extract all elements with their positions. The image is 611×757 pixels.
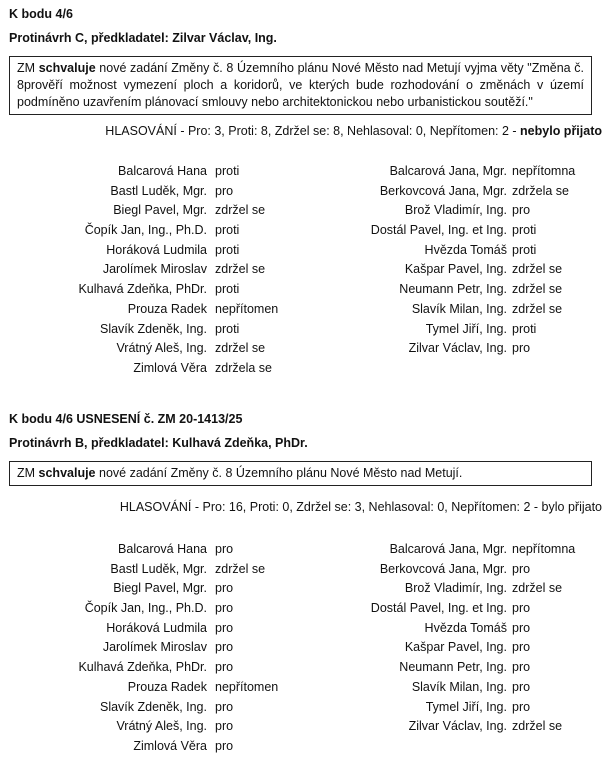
vote-list-left <box>0 540 300 757</box>
vote-row <box>330 182 611 202</box>
proposal-subheading: Protinávrh B, předkladatel: Kulhavá Zdeňka, PhDr. <box>9 436 308 450</box>
voting-summary-text: HLASOVÁNÍ - Pro: 3, Proti: 8, Zdržel se: 8, Nehlasoval: 0, Nepřítomen: 2 - <box>105 124 521 138</box>
member-vote: pro <box>215 699 234 714</box>
member-vote: pro <box>512 601 531 616</box>
vote-row <box>0 540 300 560</box>
member-vote: proti <box>215 321 240 336</box>
vote-row <box>0 201 300 221</box>
resolution-text: nové zadání Změny č. 8 Územního plánu Nové Město nad Metují vyjma věty "Změna č. 8prověří možnost vymezení ploch a koridorů, ve kterých bude rozhodování o změnách v území podmíněno uzavřením plánovací smlouvy nebo architektonickou nebo urbanistickou soutěží." <box>17 61 584 109</box>
member-name: Neumann Petr, Ing. <box>399 660 507 675</box>
member-name: Kašpar Pavel, Ing. <box>404 640 507 655</box>
member-vote: proti <box>512 321 537 336</box>
member-vote: zdržel se <box>512 262 563 277</box>
resolution-verb: schvaluje <box>38 61 96 75</box>
vote-row <box>330 241 611 261</box>
vote-row <box>0 638 300 658</box>
proposal-subheading: Protinávrh C, předkladatel: Zilvar Václav, Ing. <box>9 31 277 45</box>
member-name: Hvězda Tomáš <box>424 242 507 257</box>
member-name: Balcarová Jana, Mgr. <box>389 164 507 178</box>
member-vote: pro <box>512 660 531 675</box>
member-vote: pro <box>512 341 531 356</box>
member-name: Biegl Pavel, Mgr. <box>113 581 207 596</box>
vote-row <box>330 162 611 182</box>
vote-row <box>330 717 611 737</box>
member-name: Kulhavá Zdeňka, PhDr. <box>78 282 207 297</box>
member-name: Neumann Petr, Ing. <box>399 282 507 297</box>
vote-row <box>0 599 300 619</box>
member-name: Dostál Pavel, Ing. et Ing. <box>370 223 507 238</box>
vote-row <box>330 678 611 698</box>
resolution-verb: schvaluje <box>38 466 96 480</box>
member-name: Tymel Jiří, Ing. <box>425 321 507 336</box>
member-vote: zdržel se <box>512 301 563 316</box>
member-vote: proti <box>215 242 240 257</box>
member-name: Brož Vladimír, Ing. <box>404 203 507 218</box>
member-name: Tymel Jiří, Ing. <box>425 699 507 714</box>
vote-list-right <box>330 540 611 737</box>
vote-row <box>330 599 611 619</box>
member-name: Biegl Pavel, Mgr. <box>113 203 207 218</box>
member-vote: nepřítomen <box>215 301 279 316</box>
vote-row <box>0 339 300 359</box>
section-heading: K bodu 4/6 USNESENÍ č. ZM 20-1413/25 <box>9 412 243 426</box>
member-vote: pro <box>215 660 234 675</box>
vote-row <box>330 280 611 300</box>
vote-row <box>330 638 611 658</box>
member-vote: pro <box>215 183 234 198</box>
member-vote: zdržel se <box>215 341 266 356</box>
vote-row <box>0 359 300 379</box>
vote-row <box>0 320 300 340</box>
member-vote: pro <box>512 699 531 714</box>
vote-row <box>0 280 300 300</box>
member-vote: proti <box>215 282 240 297</box>
member-vote: pro <box>215 719 234 734</box>
member-name: Kašpar Pavel, Ing. <box>404 262 507 277</box>
member-name: Slavík Zdeněk, Ing. <box>99 321 207 336</box>
vote-row <box>330 560 611 580</box>
voting-summary-text: HLASOVÁNÍ - Pro: 16, Proti: 0, Zdržel se: 3, Nehlasoval: 0, Nepřítomen: 2 - <box>119 500 542 514</box>
member-name: Slavík Milan, Ing. <box>411 679 507 694</box>
voting-result: nebylo přijato <box>520 124 602 138</box>
member-vote: pro <box>512 620 531 635</box>
vote-row <box>0 162 300 182</box>
member-name: Zilvar Václav, Ing. <box>408 719 507 734</box>
member-name: Brož Vladimír, Ing. <box>404 581 507 596</box>
member-name: Balcarová Hana <box>118 542 207 556</box>
vote-row <box>330 300 611 320</box>
vote-row <box>0 260 300 280</box>
vote-row <box>330 339 611 359</box>
member-vote: pro <box>512 203 531 218</box>
resolution-box <box>9 56 592 115</box>
member-vote: pro <box>215 738 234 753</box>
member-name: Slavík Zdeněk, Ing. <box>99 699 207 714</box>
member-name: Berkovcová Jana, Mgr. <box>379 561 507 576</box>
member-name: Dostál Pavel, Ing. et Ing. <box>370 601 507 616</box>
vote-list-left <box>0 162 300 379</box>
voting-result: bylo přijato <box>541 500 602 514</box>
member-vote: zdržel se <box>215 262 266 277</box>
resolution-prefix: ZM <box>17 61 39 75</box>
member-vote: zdržela se <box>512 183 569 198</box>
member-name: Vrátný Aleš, Ing. <box>116 719 207 734</box>
voting-summary <box>120 500 602 514</box>
member-name: Slavík Milan, Ing. <box>411 301 507 316</box>
resolution-prefix: ZM <box>17 466 39 480</box>
member-name: Balcarová Jana, Mgr. <box>389 542 507 556</box>
vote-row <box>330 201 611 221</box>
member-vote: pro <box>215 601 234 616</box>
member-name: Jarolímek Miroslav <box>102 262 207 277</box>
vote-row <box>0 300 300 320</box>
vote-row <box>330 260 611 280</box>
vote-row <box>0 717 300 737</box>
member-name: Zimlová Věra <box>133 738 207 753</box>
resolution-text: nové zadání Změny č. 8 Územního plánu Nové Město nad Metují. <box>95 466 463 480</box>
member-name: Berkovcová Jana, Mgr. <box>379 183 507 198</box>
vote-row <box>0 182 300 202</box>
vote-row <box>330 619 611 639</box>
vote-row <box>0 560 300 580</box>
vote-row <box>0 737 300 757</box>
member-name: Prouza Radek <box>127 679 207 694</box>
member-vote: zdržel se <box>215 561 266 576</box>
member-name: Čopík Jan, Ing., Ph.D. <box>84 601 207 616</box>
member-name: Jarolímek Miroslav <box>102 640 207 655</box>
vote-row <box>0 619 300 639</box>
member-vote: proti <box>215 164 240 178</box>
member-name: Balcarová Hana <box>118 164 207 178</box>
vote-row <box>330 698 611 718</box>
member-vote: pro <box>215 620 234 635</box>
member-vote: nepřítomna <box>512 164 576 178</box>
vote-row <box>0 579 300 599</box>
voting-summary <box>105 124 602 138</box>
member-vote: pro <box>512 561 531 576</box>
member-name: Vrátný Aleš, Ing. <box>116 341 207 356</box>
member-vote: proti <box>512 223 537 238</box>
member-vote: proti <box>512 242 537 257</box>
vote-list-right <box>330 162 611 359</box>
member-name: Zilvar Václav, Ing. <box>408 341 507 356</box>
member-vote: zdržel se <box>512 719 563 734</box>
member-name: Horáková Ludmila <box>106 620 207 635</box>
member-name: Hvězda Tomáš <box>424 620 507 635</box>
member-name: Bastl Luděk, Mgr. <box>110 183 207 198</box>
member-vote: zdržel se <box>215 203 266 218</box>
vote-row <box>330 658 611 678</box>
member-name: Zimlová Věra <box>133 360 207 375</box>
vote-row <box>0 698 300 718</box>
member-vote: nepřítomen <box>215 679 279 694</box>
member-vote: zdržel se <box>512 282 563 297</box>
vote-row <box>0 221 300 241</box>
member-vote: pro <box>512 640 531 655</box>
vote-row <box>330 540 611 560</box>
member-vote: proti <box>215 223 240 238</box>
member-name: Horáková Ludmila <box>106 242 207 257</box>
member-name: Čopík Jan, Ing., Ph.D. <box>84 223 207 238</box>
member-vote: zdržela se <box>215 360 272 375</box>
vote-row <box>0 241 300 261</box>
member-vote: nepřítomna <box>512 542 576 556</box>
member-vote: pro <box>215 640 234 655</box>
section-heading: K bodu 4/6 <box>9 7 73 21</box>
member-name: Prouza Radek <box>127 301 207 316</box>
member-name: Bastl Luděk, Mgr. <box>110 561 207 576</box>
vote-row <box>0 678 300 698</box>
resolution-box <box>9 461 592 486</box>
member-name: Kulhavá Zdeňka, PhDr. <box>78 660 207 675</box>
vote-row <box>0 658 300 678</box>
member-vote: pro <box>512 679 531 694</box>
member-vote: pro <box>215 581 234 596</box>
vote-row <box>330 579 611 599</box>
vote-row <box>330 320 611 340</box>
member-vote: pro <box>215 542 234 556</box>
member-vote: zdržel se <box>512 581 563 596</box>
vote-row <box>330 221 611 241</box>
